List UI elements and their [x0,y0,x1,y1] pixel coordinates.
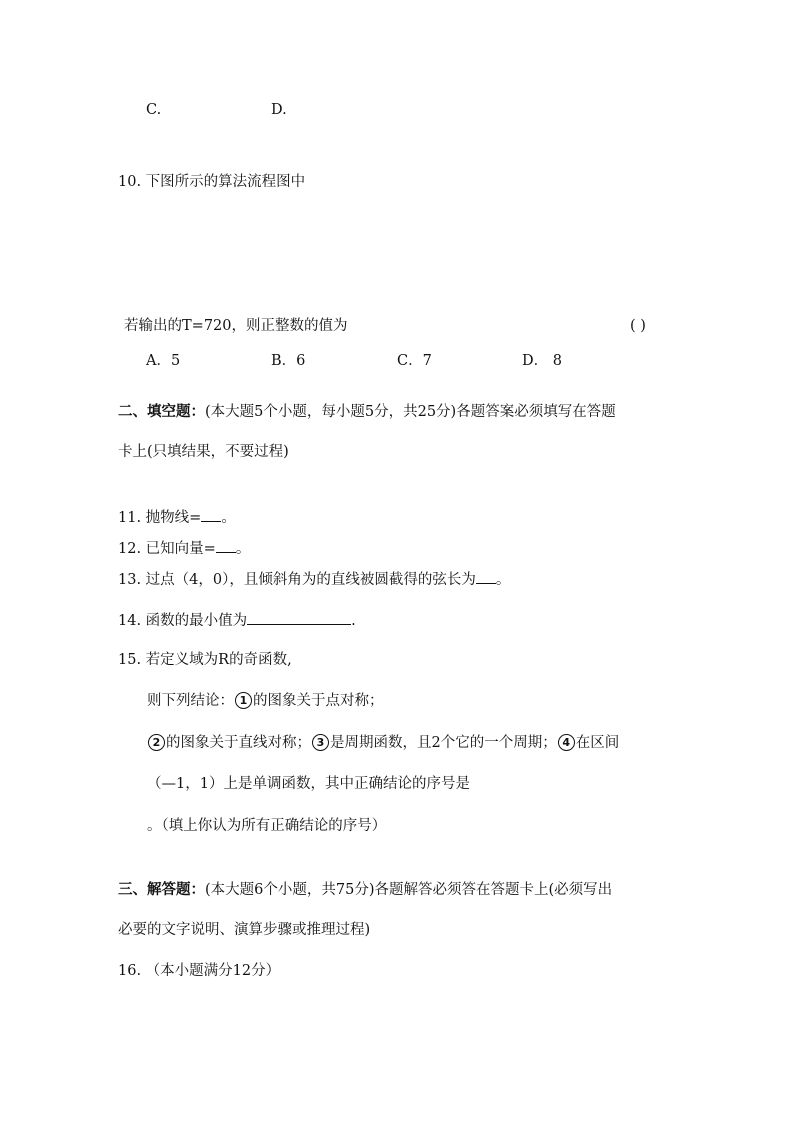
question-13 [118,569,510,589]
conclusion-3-text: 是周期函数，且2个它的一个周期； [330,735,557,751]
question-text: 函数的最小值为 [145,613,248,629]
question-10 [118,173,305,191]
question-16 [118,962,280,980]
question-number: 14. [118,613,142,629]
answer-blank [201,507,221,522]
question-15-line-5: 。（填上你认为所有正确结论的序号） [147,818,387,834]
question-text-end: 。 [235,541,251,557]
question-stem: 下图所示的算法流程图中 [145,174,306,190]
question-text: （本小题满分12分） [145,963,281,979]
section-3-intro-cont: 必要的文字说明、演算步骤或推理过程) [118,922,371,938]
question-text-end: 。 [495,572,511,588]
question-text-end: 。 [221,510,236,526]
section-3-intro [118,881,612,899]
conclusion-2-text: 的图象关于直线对称； [166,735,311,751]
question-text: 过点（4，0），且倾斜角为的直线被圆截得的弦长为 [145,572,476,588]
section-2-intro [118,403,616,421]
section-2-intro-cont: 卡上(只填结果，不要过程) [118,444,289,460]
question-text-end: . [351,613,356,629]
conclusion-4-text: 在区间 [575,735,620,751]
question-number: 11. [118,510,142,526]
question-11 [118,507,236,527]
answer-blank [476,569,496,584]
option-d: D． 8 [522,353,562,369]
question-14 [118,610,356,630]
answer-blank [247,610,351,625]
section-intro-text: (本大题5个小题，每小题5分，共25分)各题答案必须填写在答题 [205,404,616,420]
circled-number-3: 3 [312,734,329,751]
conclusion-prefix: 则下列结论： [147,693,234,709]
option-d: D. [271,102,287,118]
question-15 [118,651,292,669]
conclusion-1-text: 的图象关于点对称； [253,693,384,709]
section-heading: 三、解答题： [118,881,205,898]
question-15-line-3 [147,734,619,752]
circled-number-4: 4 [558,734,575,751]
question-number: 16. [118,963,142,979]
option-c: C. [146,102,162,118]
option-c: C．7 [397,353,432,369]
question-text: 若定义域为R的奇函数, [145,652,292,668]
question-number: 15. [118,652,142,668]
question-number: 12. [118,541,142,557]
question-15-line-4: （—1，1）上是单调函数，其中正确结论的序号是 [147,776,470,792]
question-15-line-2 [147,692,384,710]
answer-parentheses: ( ) [630,318,646,334]
question-text: 已知向量= [145,541,216,557]
question-number: 13. [118,572,142,588]
question-number: 10. [118,174,142,190]
answer-blank [216,538,236,553]
circled-number-2: 2 [148,734,165,751]
option-a: A．5 [146,353,181,369]
section-intro-text: (本大题6个小题，共75分)各题解答必须答在答题卡上(必须写出 [205,882,613,898]
section-heading: 二、填空题： [118,403,205,420]
question-10-condition: 若输出的T=720，则正整数的值为 [124,318,348,334]
question-12 [118,538,250,558]
option-b: B．6 [271,353,306,369]
circled-number-1: 1 [235,692,252,709]
question-text: 抛物线= [145,510,202,526]
